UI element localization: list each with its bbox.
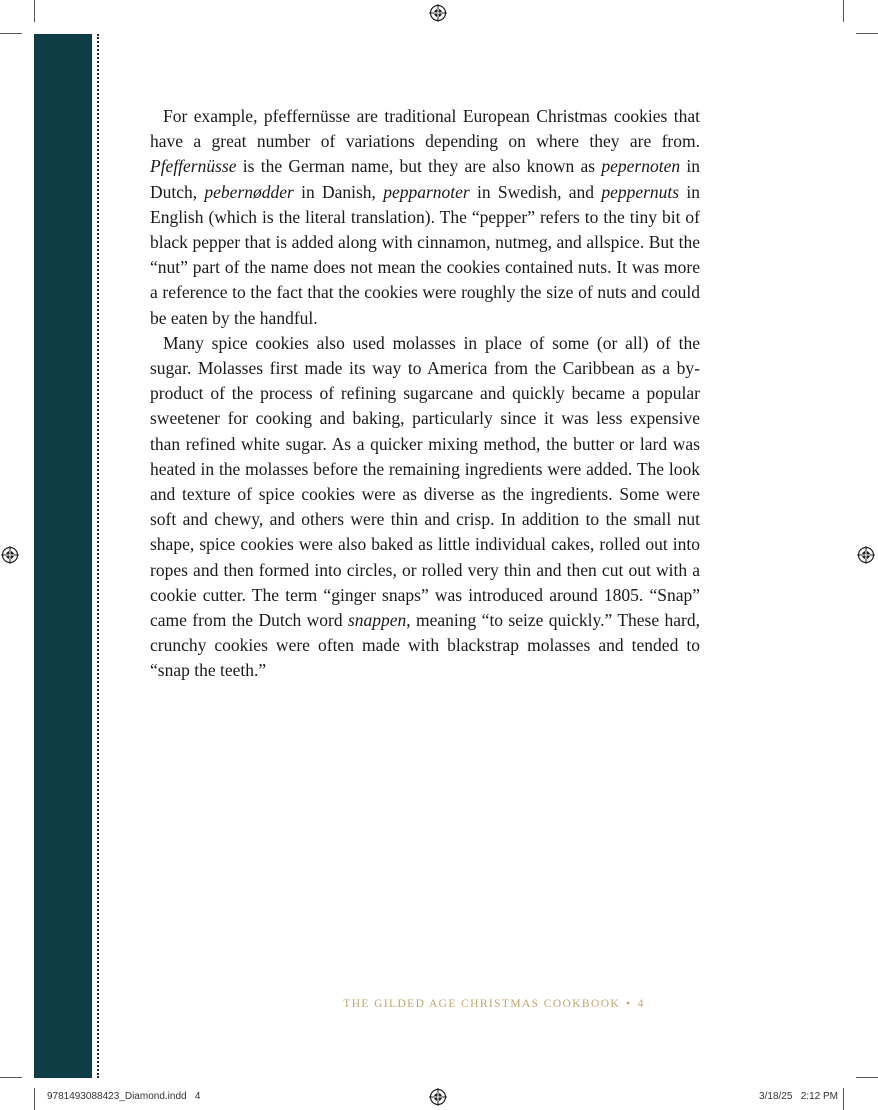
registration-mark-icon <box>1 546 19 564</box>
page-number: 4 <box>637 998 645 1010</box>
text-run: in English (which is the literal translation). The “pepper” refers to the tiny bit of black pepper that is added along with cinnamon, nutmeg, and allspice. But the “nut” part of the name does not mean the cookies contained nuts. It was more a reference to the fact that the cookies were roughly the size of nuts and could be eaten by the handful. <box>150 181 700 328</box>
text-run: in Swedish, and <box>469 181 602 202</box>
crop-mark-bottom-left-vertical <box>34 1088 35 1110</box>
text-run: For example, pfeffernüsse are traditional European Christmas cookies that have a great number of variations depending on where they are from. <box>150 106 700 152</box>
text-run: Many spice cookies also used molasses in place of some (or all) of the sugar. Molasses first made its way to America from the Caribbean as a by-product of the process of refining sugarcane and quickly became a popular sweetener for cooking and baking, particularly since it was less expensive than refined white sugar. As a quicker mixing method, the butter or lard was heated in the molasses before the remaining ingredients were added. The look and texture of spice cookies were as diverse as the ingredients. Some were soft and chewy, and others were thin and crisp. In addition to the small nut shape, spice cookies were also baked as little individual cakes, rolled out into ropes and then formed into circles, or rolled very thin and then cut out with a cookie cutter. The term “ginger snaps” was introduced around 1805. “Snap” came from the Dutch word <box>150 332 700 631</box>
text-run: in Dutch, <box>150 156 700 202</box>
crop-mark-top-right-horizontal <box>856 33 878 34</box>
italic-term: Pfeffernüsse <box>150 156 237 177</box>
registration-mark-icon <box>429 4 447 22</box>
footer-separator: • <box>626 998 632 1010</box>
text-run: is the German name, but they are also known as <box>236 156 602 177</box>
italic-term: pepernoten <box>601 156 681 177</box>
paragraph-2 <box>150 331 700 684</box>
italic-term: pepparnoter <box>383 181 470 202</box>
crop-mark-bottom-right-horizontal <box>856 1077 878 1078</box>
crop-mark-top-left-horizontal <box>0 33 22 34</box>
crop-mark-bottom-right-vertical <box>843 1088 844 1110</box>
crop-mark-top-left-vertical <box>34 0 35 22</box>
slug-timestamp: 3/18/25 2:12 PM <box>759 1091 838 1102</box>
body-text <box>150 104 700 684</box>
dotted-rule <box>97 34 99 1078</box>
sidebar-color-band <box>34 34 92 1078</box>
italic-term: pebernødder <box>204 181 294 202</box>
italic-term: peppernuts <box>601 181 680 202</box>
crop-mark-top-right-vertical <box>843 0 844 22</box>
italic-term: snappen <box>347 610 407 631</box>
slug-filename: 9781493088423_Diamond.indd 4 <box>47 1091 201 1102</box>
running-footer <box>0 998 878 1010</box>
crop-mark-bottom-left-horizontal <box>0 1077 22 1078</box>
paragraph-1 <box>150 104 700 331</box>
text-run: , meaning “to seize quickly.” These hard, crunchy cookies were often made with blackstrap molasses and tended to “snap the teeth.” <box>150 610 700 681</box>
book-title: THE GILDED AGE CHRISTMAS COOKBOOK <box>343 998 621 1010</box>
registration-mark-icon <box>429 1088 447 1106</box>
text-run: in Danish, <box>293 181 384 202</box>
registration-mark-icon <box>857 546 875 564</box>
